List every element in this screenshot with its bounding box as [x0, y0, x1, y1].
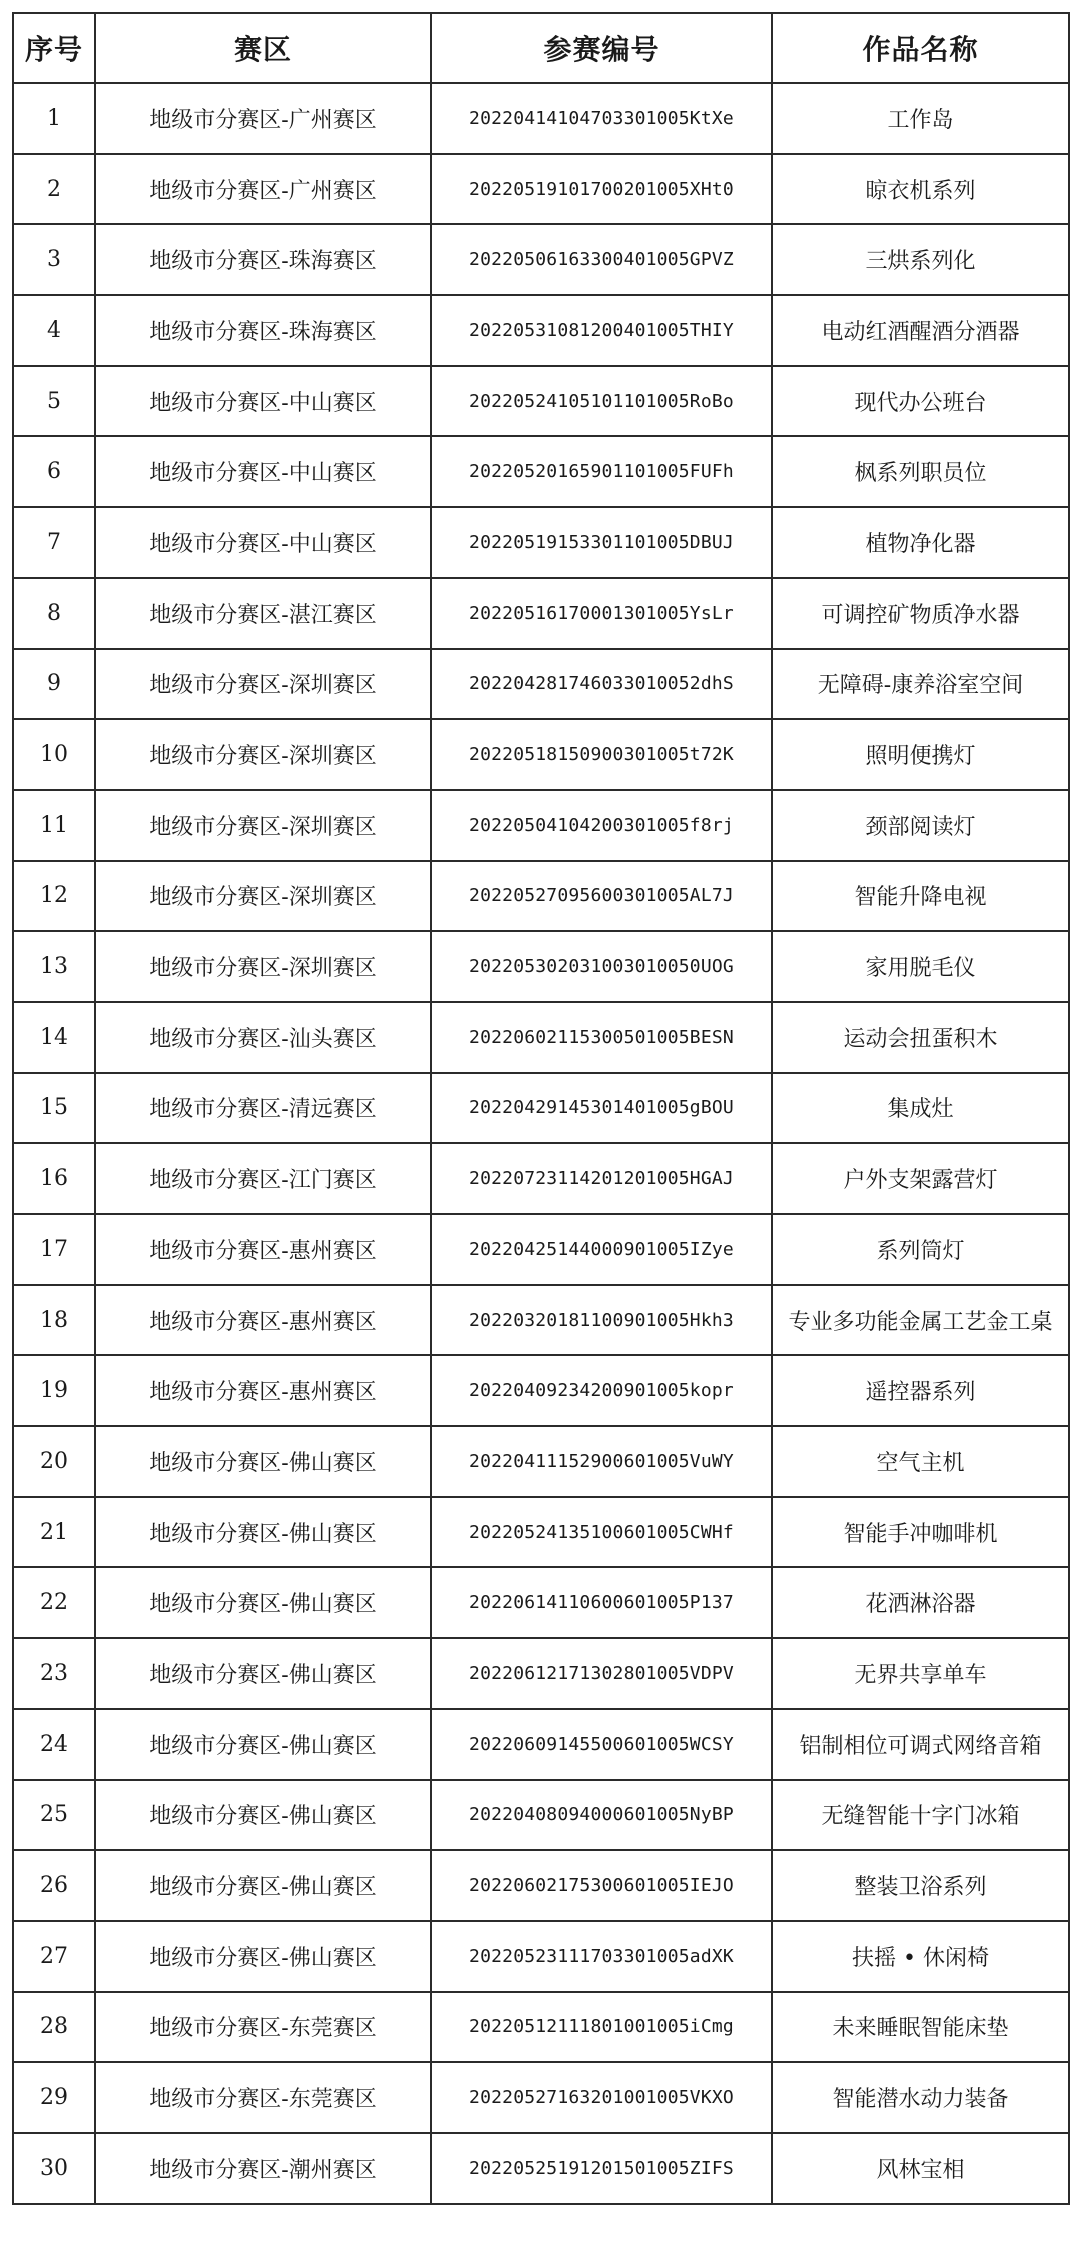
cell-work-name: 枫系列职员位 — [772, 436, 1069, 507]
cell-work-name: 可调控矿物质净水器 — [772, 578, 1069, 649]
cell-work-name: 未来睡眠智能床垫 — [772, 1992, 1069, 2063]
cell-serial-number: 24 — [13, 1709, 95, 1780]
cell-entry-code: 20220504104200301005f8rj — [431, 790, 772, 861]
cell-division: 地级市分赛区-深圳赛区 — [95, 649, 431, 720]
cell-division: 地级市分赛区-佛山赛区 — [95, 1709, 431, 1780]
cell-division: 地级市分赛区-佛山赛区 — [95, 1638, 431, 1709]
cell-work-name: 系列筒灯 — [772, 1214, 1069, 1285]
cell-division: 地级市分赛区-中山赛区 — [95, 507, 431, 578]
cell-division: 地级市分赛区-佛山赛区 — [95, 1497, 431, 1568]
cell-work-name: 集成灶 — [772, 1073, 1069, 1144]
table-row — [13, 295, 1069, 366]
cell-division: 地级市分赛区-潮州赛区 — [95, 2133, 431, 2204]
table-row — [13, 1497, 1069, 1568]
table-row — [13, 578, 1069, 649]
cell-work-name: 家用脱毛仪 — [772, 931, 1069, 1002]
cell-entry-code: 20220531081200401005THIY — [431, 295, 772, 366]
cell-entry-code: 20220612171302801005VDPV — [431, 1638, 772, 1709]
cell-work-name: 无障碍-康养浴室空间 — [772, 649, 1069, 720]
cell-division: 地级市分赛区-佛山赛区 — [95, 1426, 431, 1497]
cell-serial-number: 18 — [13, 1285, 95, 1356]
cell-entry-code: 20220518150900301005t72K — [431, 719, 772, 790]
cell-division: 地级市分赛区-广州赛区 — [95, 83, 431, 154]
cell-serial-number: 26 — [13, 1850, 95, 1921]
cell-entry-code: 20220609145500601005WCSY — [431, 1709, 772, 1780]
table-row — [13, 1709, 1069, 1780]
table-header — [13, 13, 1069, 83]
cell-division: 地级市分赛区-湛江赛区 — [95, 578, 431, 649]
cell-division: 地级市分赛区-深圳赛区 — [95, 931, 431, 1002]
cell-serial-number: 17 — [13, 1214, 95, 1285]
table-row — [13, 790, 1069, 861]
table-row — [13, 2133, 1069, 2204]
table-row — [13, 649, 1069, 720]
cell-entry-code: 20220516170001301005YsLr — [431, 578, 772, 649]
table-row — [13, 1780, 1069, 1851]
cell-work-name: 空气主机 — [772, 1426, 1069, 1497]
cell-work-name: 照明便携灯 — [772, 719, 1069, 790]
cell-serial-number: 19 — [13, 1355, 95, 1426]
cell-work-name: 运动会扭蛋积木 — [772, 1002, 1069, 1073]
cell-work-name: 智能手冲咖啡机 — [772, 1497, 1069, 1568]
cell-serial-number: 15 — [13, 1073, 95, 1144]
cell-division: 地级市分赛区-佛山赛区 — [95, 1567, 431, 1638]
table-row — [13, 861, 1069, 932]
cell-entry-code: 20220409234200901005kopr — [431, 1355, 772, 1426]
cell-serial-number: 22 — [13, 1567, 95, 1638]
cell-entry-code: 20220320181100901005Hkh3 — [431, 1285, 772, 1356]
cell-work-name: 工作岛 — [772, 83, 1069, 154]
entries-table — [12, 12, 1070, 2205]
cell-work-name: 植物净化器 — [772, 507, 1069, 578]
cell-serial-number: 13 — [13, 931, 95, 1002]
cell-division: 地级市分赛区-深圳赛区 — [95, 861, 431, 932]
table-row — [13, 154, 1069, 225]
table-row — [13, 1002, 1069, 1073]
cell-work-name: 三烘系列化 — [772, 224, 1069, 295]
cell-entry-code: 20220614110600601005P137 — [431, 1567, 772, 1638]
cell-work-name: 遥控器系列 — [772, 1355, 1069, 1426]
table-row — [13, 1567, 1069, 1638]
cell-serial-number: 29 — [13, 2062, 95, 2133]
cell-work-name: 无界共享单车 — [772, 1638, 1069, 1709]
cell-division: 地级市分赛区-汕头赛区 — [95, 1002, 431, 1073]
table-row — [13, 1638, 1069, 1709]
table-row — [13, 83, 1069, 154]
cell-entry-code: 20220520165901101005FUFh — [431, 436, 772, 507]
cell-work-name: 电动红酒醒酒分酒器 — [772, 295, 1069, 366]
table-row — [13, 1921, 1069, 1992]
cell-division: 地级市分赛区-珠海赛区 — [95, 295, 431, 366]
cell-division: 地级市分赛区-珠海赛区 — [95, 224, 431, 295]
cell-serial-number: 6 — [13, 436, 95, 507]
table-row — [13, 507, 1069, 578]
cell-division: 地级市分赛区-惠州赛区 — [95, 1355, 431, 1426]
table-row — [13, 719, 1069, 790]
cell-division: 地级市分赛区-东莞赛区 — [95, 2062, 431, 2133]
cell-entry-code: 20220512111801001005iCmg — [431, 1992, 772, 2063]
table-row — [13, 2062, 1069, 2133]
cell-entry-code: 20220523111703301005adXK — [431, 1921, 772, 1992]
header-row — [13, 13, 1069, 83]
table-row — [13, 1214, 1069, 1285]
cell-serial-number: 21 — [13, 1497, 95, 1568]
cell-serial-number: 23 — [13, 1638, 95, 1709]
cell-work-name: 花洒淋浴器 — [772, 1567, 1069, 1638]
cell-division: 地级市分赛区-清远赛区 — [95, 1073, 431, 1144]
cell-entry-code: 20220602115300501005BESN — [431, 1002, 772, 1073]
table-row — [13, 436, 1069, 507]
table-row — [13, 1143, 1069, 1214]
cell-entry-code: 20220519101700201005XHt0 — [431, 154, 772, 225]
cell-serial-number: 5 — [13, 366, 95, 437]
cell-serial-number: 1 — [13, 83, 95, 154]
table-row — [13, 1850, 1069, 1921]
cell-serial-number: 8 — [13, 578, 95, 649]
cell-serial-number: 3 — [13, 224, 95, 295]
cell-division: 地级市分赛区-中山赛区 — [95, 366, 431, 437]
cell-division: 地级市分赛区-深圳赛区 — [95, 719, 431, 790]
cell-entry-code: 20220524105101101005RoBo — [431, 366, 772, 437]
cell-entry-code: 20220525191201501005ZIFS — [431, 2133, 772, 2204]
cell-division: 地级市分赛区-东莞赛区 — [95, 1992, 431, 2063]
table-row — [13, 366, 1069, 437]
cell-serial-number: 12 — [13, 861, 95, 932]
cell-work-name: 无缝智能十字门冰箱 — [772, 1780, 1069, 1851]
table-row — [13, 224, 1069, 295]
table-row — [13, 1426, 1069, 1497]
cell-entry-code: 20220429145301401005gBOU — [431, 1073, 772, 1144]
cell-serial-number: 10 — [13, 719, 95, 790]
header-work-name: 作品名称 — [772, 13, 1069, 83]
cell-entry-code: 20220425144000901005IZye — [431, 1214, 772, 1285]
cell-work-name: 晾衣机系列 — [772, 154, 1069, 225]
cell-work-name: 风林宝相 — [772, 2133, 1069, 2204]
cell-entry-code: 20220411152900601005VuWY — [431, 1426, 772, 1497]
cell-division: 地级市分赛区-佛山赛区 — [95, 1780, 431, 1851]
cell-entry-code: 20220527163201001005VKXO — [431, 2062, 772, 2133]
cell-entry-code: 20220524135100601005CWHf — [431, 1497, 772, 1568]
cell-work-name: 现代办公班台 — [772, 366, 1069, 437]
header-division: 赛区 — [95, 13, 431, 83]
table-body — [13, 83, 1069, 2204]
cell-work-name: 户外支架露营灯 — [772, 1143, 1069, 1214]
table-row — [13, 1355, 1069, 1426]
cell-serial-number: 20 — [13, 1426, 95, 1497]
cell-entry-code: 20220602175300601005IEJO — [431, 1850, 772, 1921]
cell-entry-code: 20220723114201201005HGAJ — [431, 1143, 772, 1214]
cell-entry-code: 202205302031003010050UOG — [431, 931, 772, 1002]
cell-division: 地级市分赛区-佛山赛区 — [95, 1921, 431, 1992]
cell-work-name: 专业多功能金属工艺金工桌 — [772, 1285, 1069, 1356]
cell-serial-number: 11 — [13, 790, 95, 861]
cell-entry-code: 20220527095600301005AL7J — [431, 861, 772, 932]
cell-entry-code: 20220408094000601005NyBP — [431, 1780, 772, 1851]
cell-entry-code: 20220519153301101005DBUJ — [431, 507, 772, 578]
cell-division: 地级市分赛区-深圳赛区 — [95, 790, 431, 861]
cell-work-name: 铝制相位可调式网络音箱 — [772, 1709, 1069, 1780]
cell-work-name: 整装卫浴系列 — [772, 1850, 1069, 1921]
cell-division: 地级市分赛区-惠州赛区 — [95, 1214, 431, 1285]
cell-serial-number: 16 — [13, 1143, 95, 1214]
cell-entry-code: 20220506163300401005GPVZ — [431, 224, 772, 295]
cell-serial-number: 2 — [13, 154, 95, 225]
cell-serial-number: 25 — [13, 1780, 95, 1851]
table-row — [13, 1073, 1069, 1144]
header-entry-code: 参赛编号 — [431, 13, 772, 83]
table-row — [13, 1285, 1069, 1356]
cell-serial-number: 7 — [13, 507, 95, 578]
cell-work-name: 颈部阅读灯 — [772, 790, 1069, 861]
cell-entry-code: 202204281746033010052dhS — [431, 649, 772, 720]
cell-division: 地级市分赛区-惠州赛区 — [95, 1285, 431, 1356]
header-serial-number: 序号 — [13, 13, 95, 83]
cell-entry-code: 20220414104703301005KtXe — [431, 83, 772, 154]
table-row — [13, 1992, 1069, 2063]
cell-serial-number: 4 — [13, 295, 95, 366]
table-row — [13, 931, 1069, 1002]
cell-work-name: 扶摇 • 休闲椅 — [772, 1921, 1069, 1992]
cell-serial-number: 9 — [13, 649, 95, 720]
cell-work-name: 智能潜水动力装备 — [772, 2062, 1069, 2133]
cell-division: 地级市分赛区-佛山赛区 — [95, 1850, 431, 1921]
cell-division: 地级市分赛区-中山赛区 — [95, 436, 431, 507]
cell-division: 地级市分赛区-江门赛区 — [95, 1143, 431, 1214]
cell-serial-number: 27 — [13, 1921, 95, 1992]
cell-work-name: 智能升降电视 — [772, 861, 1069, 932]
cell-serial-number: 30 — [13, 2133, 95, 2204]
cell-serial-number: 28 — [13, 1992, 95, 2063]
cell-division: 地级市分赛区-广州赛区 — [95, 154, 431, 225]
cell-serial-number: 14 — [13, 1002, 95, 1073]
